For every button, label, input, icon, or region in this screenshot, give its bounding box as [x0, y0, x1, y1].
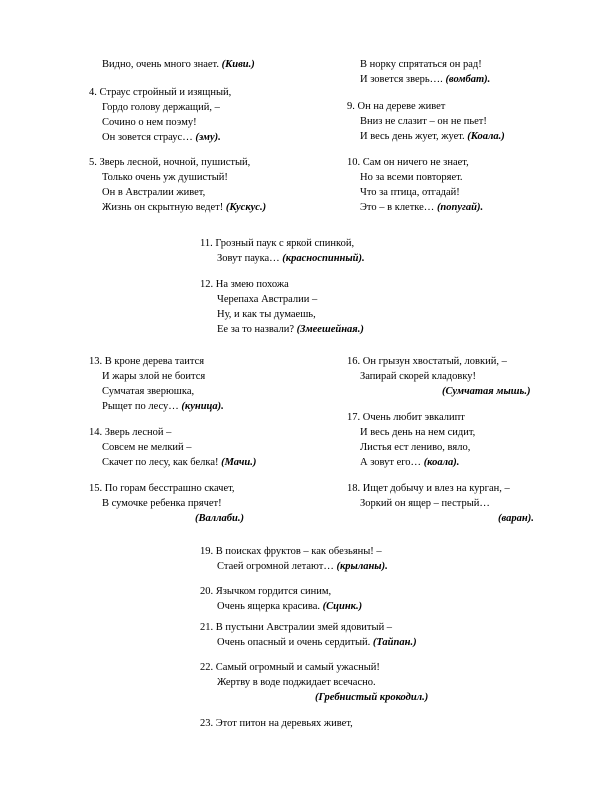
riddle-12: 12. На змею похожа Черепаха Австралии – Ну, и как ты думаешь, Ее за то назвали? (Змеешейная.): [200, 279, 364, 335]
riddle-9: 9. Он на дереве живет Вниз не слазит – он не пьет! И весь день жует, жует. (Коала.): [347, 101, 505, 142]
riddle-20: 20. Язычком гордится синим, Очень ящерка красива. (Сцинк.): [200, 586, 363, 612]
riddle-5: 5. Зверь лесной, ночной, пушистый, Только очень уж душистый! Он в Австралии живет, Жизнь он скрытную ведет! (Кускус.): [89, 157, 267, 213]
riddle-21: 21. В пустыни Австралии змей ядовитый – Очень опасный и очень сердитый. (Тайпан.): [200, 622, 417, 648]
riddle-19: 19. В поисках фруктов – как обезьяны! – Стаей огромной летают… (крыланы).: [200, 546, 388, 572]
riddle-14: 14. Зверь лесной – Совсем не мелкий – Скачет по лесу, как белка! (Мачи.): [89, 427, 257, 468]
riddle-23: 23. Этот питон на деревьях живет,: [200, 718, 353, 729]
riddle-4: 4. Страус стройный и изящный, Гордо голову держащий, – Сочино о нем поэму! Он зовется страус… (эму).: [89, 87, 232, 143]
riddle-22: 22. Самый огромный и самый ужасный! Жертву в воде поджидает всечасно. (Гребнистый крокодил.): [200, 662, 429, 703]
riddle-10: 10. Сам он ничего не знает, Но за всеми повторяет. Что за птица, отгадай! Это – в клетке… (попугай).: [347, 157, 484, 213]
riddle-3-end: Видно, очень много знает. (Киви.): [102, 59, 255, 70]
riddle-11: 11. Грозный паук с яркой спинкой, Зовут паука… (красноспинный).: [200, 238, 365, 264]
riddle-13: 13. В кроне дерева таится И жары злой не боится Сумчатая зверюшка, Рыщет по лесу… (куница).: [89, 356, 224, 412]
riddle-8-end: В норку спрятаться он рад! И зовется зверь…. (вомбат).: [360, 59, 491, 85]
riddle-17: 17. Очень любит эвкалипт И весь день на нем сидит, Листья ест лениво, вяло, А зовут его… (коала).: [347, 412, 476, 468]
riddle-15: 15. По горам бесстрашно скачет, В сумочке ребенка прячет! (Валлаби.): [89, 483, 244, 524]
riddle-16: 16. Он грызун хвостатый, ловкий, – Запирай скорей кладовку! (Сумчатая мышь.): [347, 356, 531, 397]
riddle-18: 18. Ищет добычу и влез на курган, – Зоркий он ящер – пестрый… (варан).: [347, 483, 534, 524]
